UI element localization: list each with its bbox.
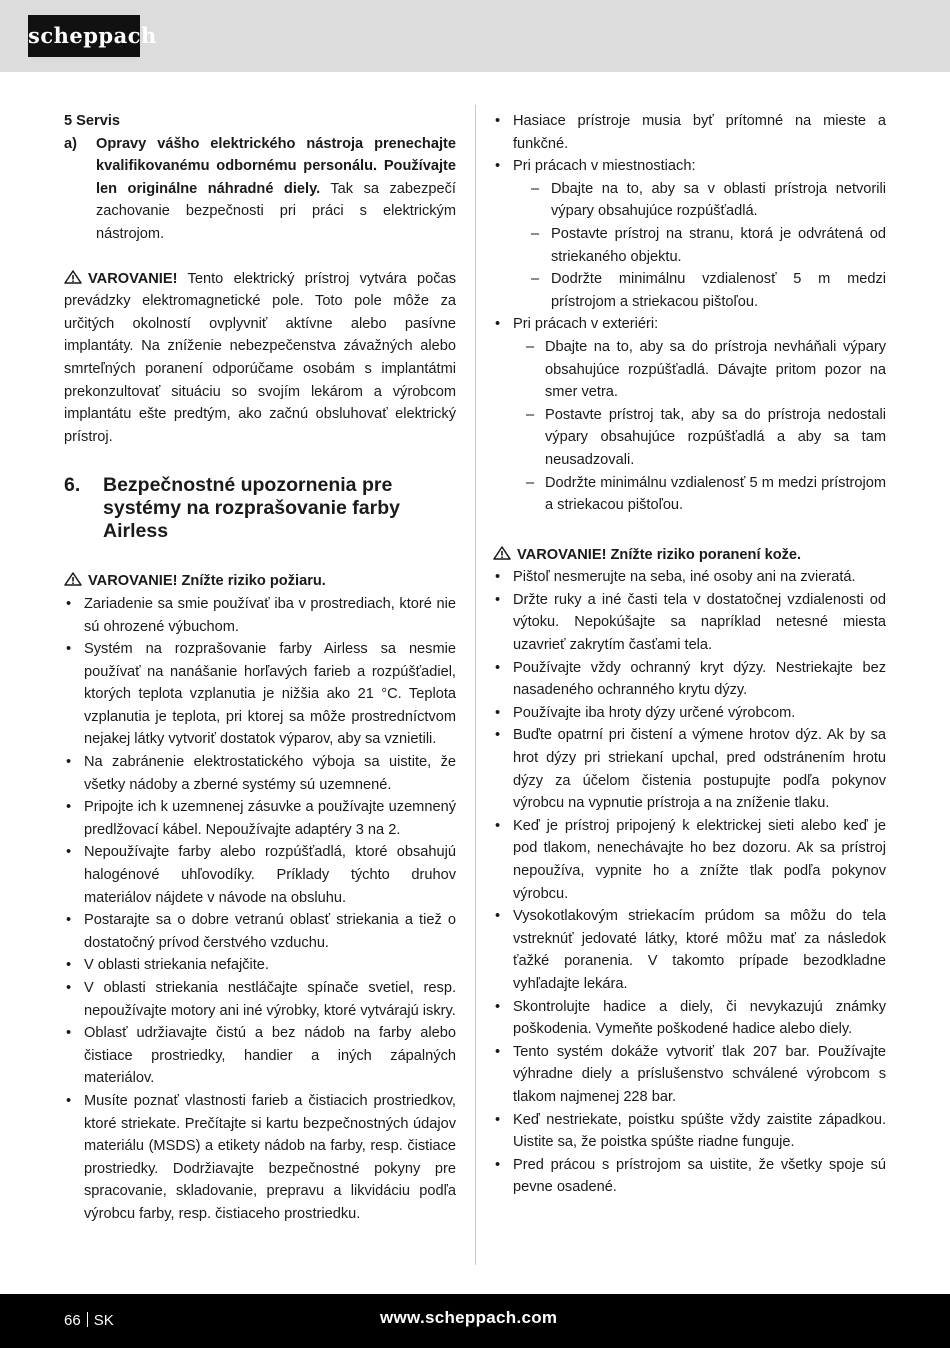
indoor-heading: Pri prácach v miestnostiach:	[513, 158, 696, 175]
list-item: • Nepoužívajte farby alebo rozpúšťadlá, ktoré obsahujú halogénové uhľovodíky. Príklady týchto druhov materiálov nájdete v návode na obsluhu.	[64, 841, 456, 909]
list-item: • Používajte vždy ochranný kryt dýzy. Nestriekajte bez nasadeného ochranného krytu dýzy.	[493, 657, 886, 702]
page-header	[0, 0, 950, 72]
outdoor-heading: • Pri prácach v exteriéri:	[493, 313, 886, 336]
item-a-bold-text: Opravy vášho elektrického nástroja prenechajte kvalifikovanému odbornému personálu. Používajte len originálne náhradné diely.	[96, 135, 456, 197]
list-item: • Pripojte ich k uzemnenej zásuvke a používajte uzemnený predlžovací kábel. Nepoužívajte adaptéry 3 na 2.	[64, 796, 456, 841]
skin-safety-list	[493, 566, 886, 1199]
website-url[interactable]: www.scheppach.com	[380, 1308, 558, 1327]
list-item: • Keď je prístroj pripojený k elektrickej sieti alebo keď je pod tlakom, nenechávajte ho bez dozoru. Ak sa prístroj nepoužíva, vypnite ho a znížte tlak podľa pokynov výrobcu.	[493, 815, 886, 905]
warning-triangle-icon	[64, 572, 82, 586]
column-divider	[475, 105, 476, 1265]
page-footer	[0, 1294, 950, 1348]
list-item: – Postavte prístroj tak, aby sa do prístroja nedostali výpary obsahujúce rozpúšťadlá a aby sa tam neusadzovali.	[513, 404, 886, 472]
list-item: • V oblasti striekania nestláčajte spínače svetiel, resp. nepoužívajte motory ani iné výrobky, ktoré vytvárajú iskry.	[64, 977, 456, 1022]
indoor-list	[513, 178, 886, 314]
fire-warning-heading	[64, 570, 456, 593]
section-6-title	[64, 474, 456, 543]
scheppach-logo: scheppach	[28, 15, 140, 57]
emf-warning	[64, 268, 456, 449]
list-item: • Na zabránenie elektrostatického výboja sa uistite, že všetky nádoby a zberné systémy sú uzemnené.	[64, 751, 456, 796]
list-item: • Skontrolujte hadice a diely, či nevykazujú známky poškodenia. Vymeňte poškodené hadice alebo diely.	[493, 996, 886, 1041]
item-a-label: a)	[64, 135, 77, 152]
skin-warning-heading	[493, 544, 886, 567]
list-item: • Držte ruky a iné časti tela v dostatočnej vzdialenosti od výtoku. Nepokúšajte sa napríklad netesné miesta uzavrieť zakrytím časťami tela.	[493, 589, 886, 657]
warning-text: Tento elektrický prístroj vytvára počas prevádzky elektromagnetické pole. Toto pole môže za určitých okolností ovplyvniť aktívne alebo pasívne implantáty. Na zníženie nebezpečenstva závažných alebo smrteľných poranení odporúčame osobám s implantátmi prekonzultovať situáciu so svojím lekárom a výrobcom implantátu ešte predtým, ako začnú obsluhovať elektrický prístroj.	[64, 270, 456, 445]
list-item	[493, 155, 886, 178]
section-6-number: 6.	[64, 474, 81, 497]
page-separator	[87, 1312, 88, 1327]
list-item: • Buďte opatrní pri čistení a výmene hrotov dýz. Ak by sa hrot dýzy pri striekaní upchal, pred odstránením hrotu dýzy za účelom čistenia postupujte podľa pokynov výrobcu na vypnutie prístroja a na zníženie tlaku.	[493, 724, 886, 814]
list-item: • Pištoľ nesmerujte na seba, iné osoby ani na zvieratá.	[493, 566, 886, 589]
list-item: • Keď nestriekate, poistku spúšte vždy zaistite západkou. Uistite sa, že poistka spúšte riadne funguje.	[493, 1109, 886, 1154]
right-column	[493, 110, 886, 1199]
list-item: • Systém na rozprašovanie farby Airless sa nesmie používať na nanášanie horľavých farieb a rozpúšťadiel, ktorých teplota vzplanutia je nižšia ako 21 °C. Teplota vzplanutia je teplota, pri ktorej sa môže prostredníctvom nejakej látky vytvoriť dostatok výparov, aby sa vznietili.	[64, 638, 456, 751]
fire-warning-heading-text: VAROVANIE! Znížte riziko požiaru.	[88, 573, 326, 590]
list-item: • Oblasť udržiavajte čistú a bez nádob na farby alebo čistiace prostriedky, handier a iných zápalných materiálov.	[64, 1022, 456, 1090]
list-item: – Dbajte na to, aby sa do prístroja nevháňali výpary obsahujúce rozpúšťadlá. Dávajte pritom pozor na smer vetra.	[513, 336, 886, 404]
warning-triangle-icon	[64, 270, 82, 284]
list-item: • V oblasti striekania nefajčite.	[64, 954, 456, 977]
list-item: • Pred prácou s prístrojom sa uistite, že všetky spoje sú pevne osadené.	[493, 1154, 886, 1199]
outdoor-list	[513, 336, 886, 517]
list-item: • Zariadenie sa smie používať iba v prostrediach, ktoré nie sú ohrozené výbuchom.	[64, 593, 456, 638]
item-a-text: Tak sa zabezpečí zachovanie bezpečnosti pri práci s elektrickým nástrojom.	[96, 180, 456, 242]
warning-triangle-icon	[493, 546, 511, 560]
list-item: – Dodržte minimálnu vzdialenosť 5 m medzi prístrojom a striekacou pištoľou.	[513, 472, 886, 517]
page-indicator	[64, 1312, 114, 1329]
extinguisher-list	[493, 110, 886, 178]
list-item: • Musíte poznať vlastnosti farieb a čistiacich prostriedkov, ktoré striekate. Prečítajte si kartu bezpečnostných údajov materiálu (MSDS) a etikety nádob na farby, resp. čistiace prostriedky. Dodržiavajte bezpečnostné pokyny pre spracovanie, skladovanie, prepravu a likvidáciu podľa výrobcu farby, resp. čistiaceho prostriedku.	[64, 1090, 456, 1226]
fire-safety-list	[64, 593, 456, 1226]
list-item: – Postavte prístroj na stranu, ktorá je odvrátená od striekaného objektu.	[513, 223, 886, 268]
list-item: – Dodržte minimálnu vzdialenosť 5 m medzi prístrojom a striekacou pištoľou.	[513, 268, 886, 313]
left-column	[64, 110, 456, 1226]
list-item: • Postarajte sa o dobre vetranú oblasť striekania a tiež o dostatočný prívod čerstvého vzduchu.	[64, 909, 456, 954]
list-item: • Tento systém dokáže vytvoriť tlak 207 bar. Používajte výhradne diely a príslušenstvo schválené výrobcom s tlakom najmenej 228 bar.	[493, 1041, 886, 1109]
list-item: • Používajte iba hroty dýzy určené výrobcom.	[493, 702, 886, 725]
list-item: • Hasiace prístroje musia byť prítomné na mieste a funkčné.	[493, 110, 886, 155]
section-5-heading: 5 Servis	[64, 113, 120, 129]
service-item-a	[64, 133, 456, 246]
list-item: – Dbajte na to, aby sa v oblasti prístroja netvorili výpary obsahujúce rozpúšťadlá.	[513, 178, 886, 223]
section-6-title-text: Bezpečnostné upozornenia pre systémy na rozprašovanie farby Airless	[103, 474, 400, 543]
outdoor-heading-list	[493, 313, 886, 336]
language-code: SK	[93, 1312, 114, 1329]
skin-warning-heading-text: VAROVANIE! Znížte riziko poranení kože.	[517, 546, 802, 563]
page-number: 66	[64, 1312, 81, 1329]
list-item: • Vysokotlakovým striekacím prúdom sa môžu do tela vstreknúť jedovaté látky, ktoré môžu mať za následok ťažké poranenia. V takomto prípade bezodkladne vyhľadajte lekára.	[493, 905, 886, 995]
warning-label: VAROVANIE!	[88, 270, 178, 287]
